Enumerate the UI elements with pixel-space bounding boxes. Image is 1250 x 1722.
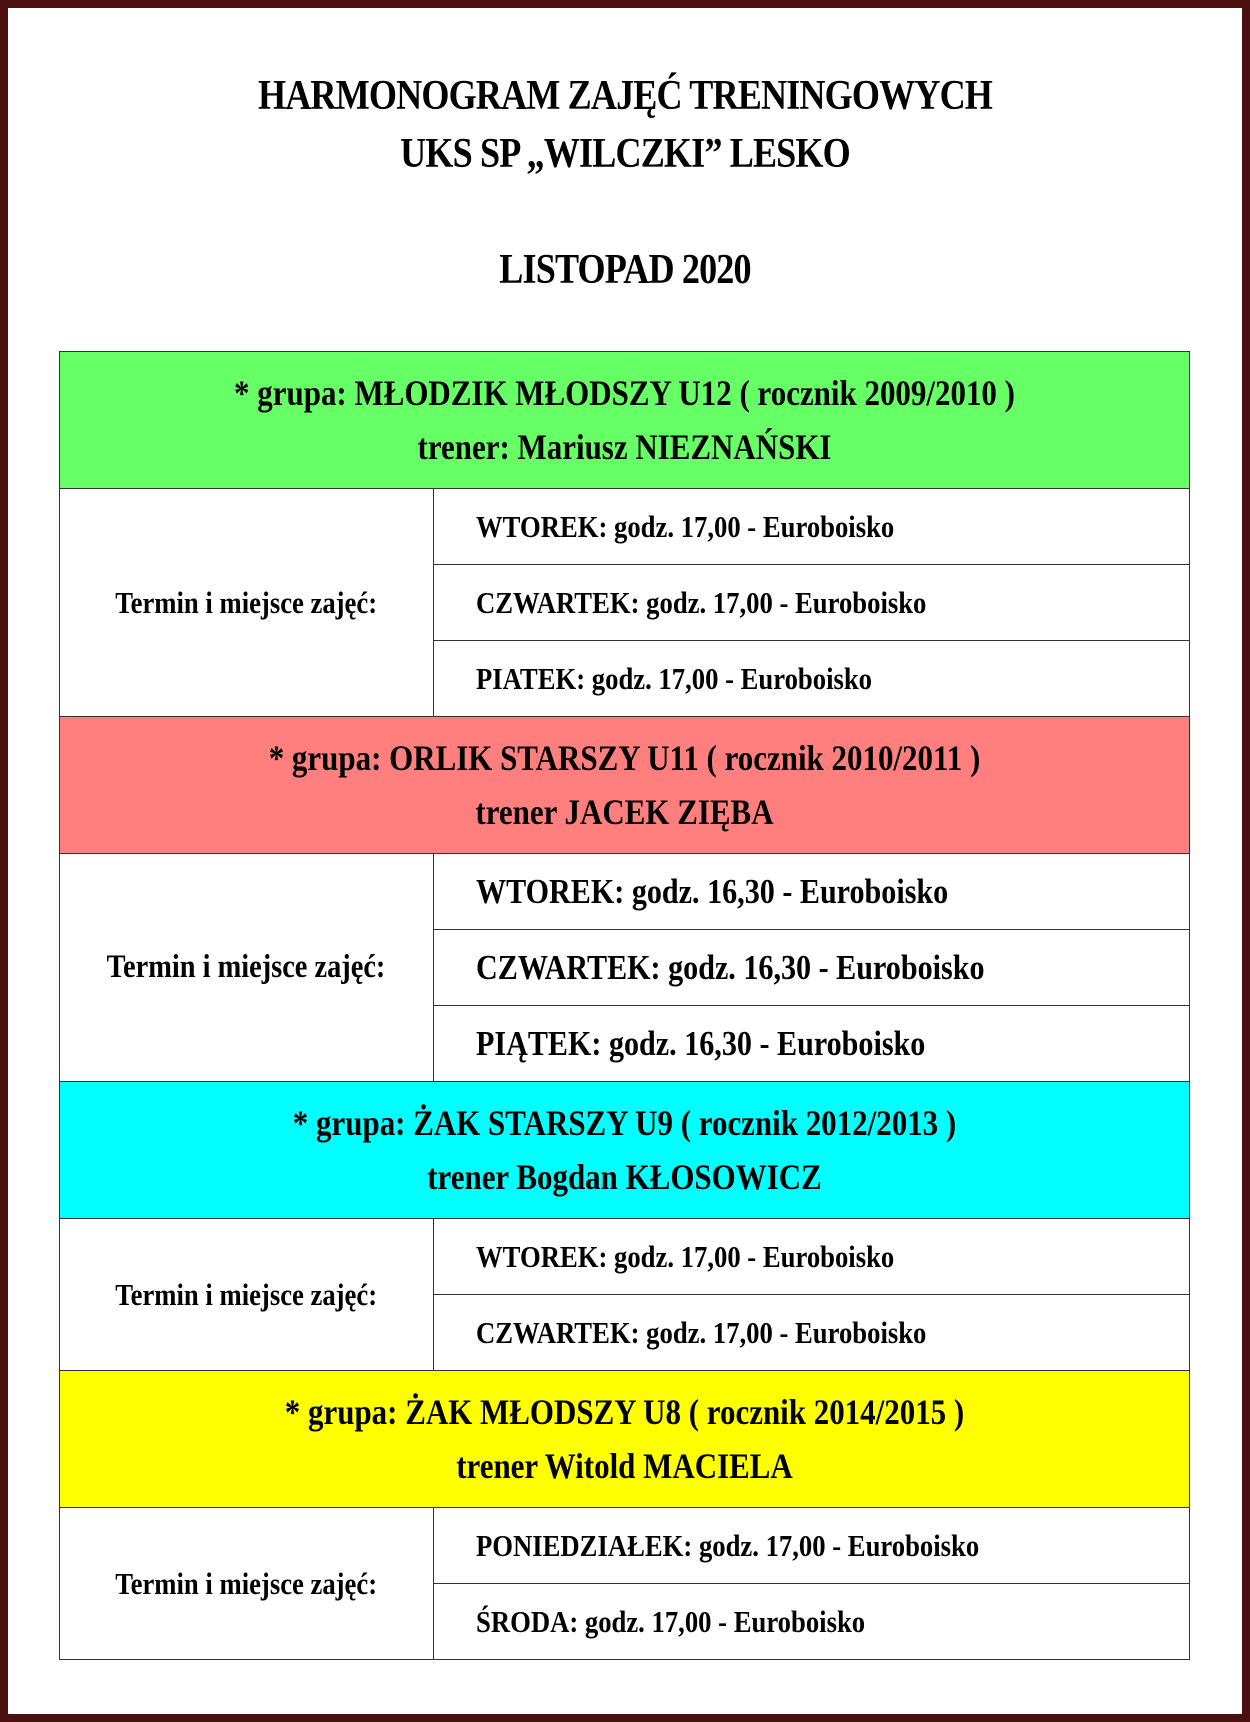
- slot-text: WTOREK: godz. 17,00 - Euroboisko: [476, 508, 895, 544]
- schedule-row: [60, 489, 1190, 565]
- group-title: * grupa: MŁODZIK MŁODSZY U12 ( rocznik 2009/2010 ): [234, 373, 1015, 413]
- club-name: UKS SP „WILCZKI” LESKO: [400, 131, 850, 177]
- group-title: * grupa: ORLIK STARSZY U11 ( rocznik 2010/2011 ): [268, 738, 981, 778]
- schedule-label-cell: [60, 489, 434, 717]
- group-coach: trener JACEK ZIĘBA: [475, 792, 774, 832]
- group-coach: trener Witold MACIELA: [456, 1446, 793, 1486]
- schedule-slot: [434, 1006, 1190, 1082]
- slot-text: ŚRODA: godz. 17,00 - Euroboisko: [476, 1603, 866, 1639]
- group-coach: trener: Mariusz NIEZNAŃSKI: [417, 427, 832, 467]
- schedule-slot: [434, 641, 1190, 717]
- group-title: * grupa: ŻAK MŁODSZY U8 ( rocznik 2014/2015 ): [284, 1392, 965, 1432]
- schedule-slot: [434, 565, 1190, 641]
- schedule-slot: [434, 1508, 1190, 1584]
- slot-text: CZWARTEK: godz. 17,00 - Euroboisko: [476, 1314, 927, 1350]
- schedule-table: [59, 351, 1190, 1660]
- group-header-u9: [60, 1082, 1190, 1219]
- schedule-slot: [434, 1219, 1190, 1295]
- schedule-label-cell: [60, 1219, 434, 1371]
- schedule-label: Termin i miejsce zajęć:: [115, 584, 378, 620]
- slot-text: CZWARTEK: godz. 16,30 - Euroboisko: [476, 947, 985, 987]
- group-header-u11: [60, 717, 1190, 854]
- group-title: * grupa: ŻAK STARSZY U9 ( rocznik 2012/2013 ): [292, 1103, 957, 1143]
- schedule-slot: [434, 1295, 1190, 1371]
- schedule-slot: [434, 854, 1190, 930]
- schedule-label: Termin i miejsce zajęć:: [115, 1565, 378, 1601]
- slot-text: WTOREK: godz. 17,00 - Euroboisko: [476, 1238, 895, 1274]
- slot-text: WTOREK: godz. 16,30 - Euroboisko: [476, 871, 949, 911]
- schedule-row: [60, 1508, 1190, 1584]
- schedule-row: [60, 1219, 1190, 1295]
- schedule-label-cell: [60, 854, 434, 1082]
- schedule-slot: [434, 930, 1190, 1006]
- document-title: HARMONOGRAM ZAJĘĆ TRENINGOWYCH: [257, 73, 993, 119]
- group-header-u8: [60, 1371, 1190, 1508]
- group-header-row: [60, 717, 1190, 854]
- slot-text: CZWARTEK: godz. 17,00 - Euroboisko: [476, 584, 927, 620]
- schedule-row: [60, 854, 1190, 930]
- schedule-label: Termin i miejsce zajęć:: [107, 949, 386, 985]
- slot-text: PIATEK: godz. 17,00 - Euroboisko: [476, 660, 873, 696]
- group-header-u12: [60, 352, 1190, 489]
- schedule-slot: [434, 489, 1190, 565]
- group-coach: trener Bogdan KŁOSOWICZ: [427, 1157, 822, 1197]
- schedule-slot: [434, 1584, 1190, 1660]
- group-header-row: [60, 1371, 1190, 1508]
- group-header-row: [60, 352, 1190, 489]
- schedule-label-cell: [60, 1508, 434, 1660]
- schedule-label: Termin i miejsce zajęć:: [115, 1276, 378, 1312]
- slot-text: PONIEDZIAŁEK: godz. 17,00 - Euroboisko: [476, 1527, 980, 1563]
- group-header-row: [60, 1082, 1190, 1219]
- month-heading: LISTOPAD 2020: [499, 247, 751, 293]
- slot-text: PIĄTEK: godz. 16,30 - Euroboisko: [476, 1023, 926, 1063]
